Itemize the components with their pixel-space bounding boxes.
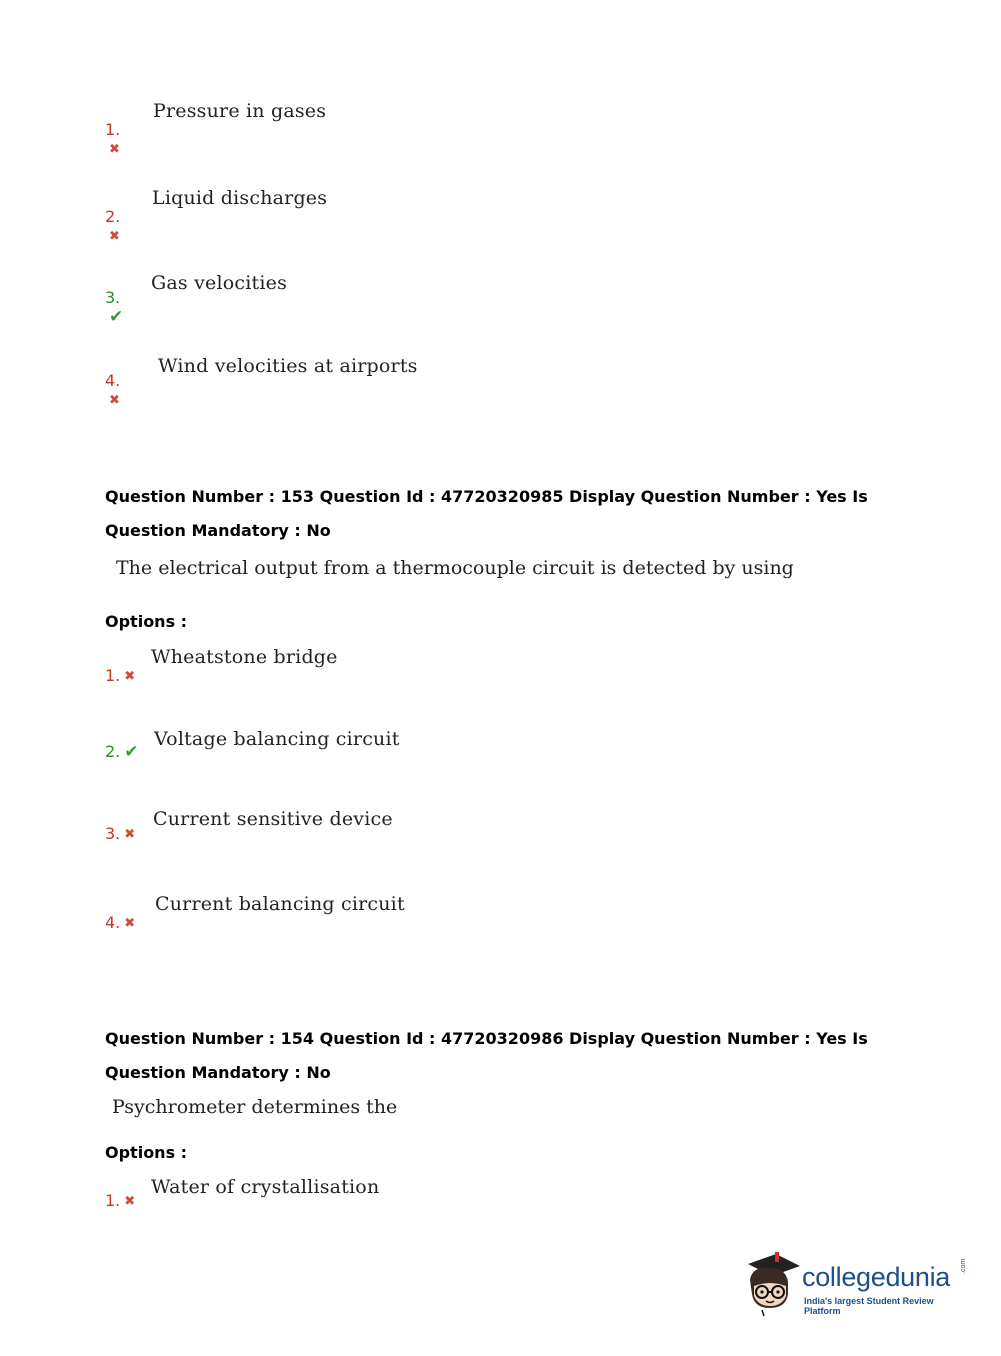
option-number: 1. ✖ [105, 666, 136, 685]
option-text: Current sensitive device [153, 808, 393, 830]
option-text: Gas velocities [151, 272, 288, 294]
option-text: Pressure in gases [153, 100, 327, 122]
cross-icon: ✖ [109, 229, 120, 244]
logo-wordmark: collegedunia [802, 1262, 951, 1292]
option-text: Water of crystallisation [151, 1176, 380, 1198]
options-label-153: Options : [105, 612, 188, 631]
option-number: 3. ✖ [105, 824, 136, 843]
logo-suffix: .com [960, 1258, 967, 1274]
question-text-154: Psychrometer determines the [112, 1096, 398, 1118]
option-text: Liquid discharges [152, 187, 328, 209]
options-label-154: Options : [105, 1143, 188, 1162]
option-number: 2. ✔ [105, 742, 139, 762]
mascot-icon [742, 1250, 802, 1320]
question-header-153: Question Number : 153 Question Id : 47720320985 Display Question Number : Yes Is Question Mandatory : No [105, 487, 868, 540]
cross-icon: ✖ [124, 916, 136, 931]
option-number: 3.✔ [105, 288, 124, 327]
option-text: Voltage balancing circuit [154, 728, 400, 750]
question-header-154: Question Number : 154 Question Id : 47720320986 Display Question Number : Yes Is Question Mandatory : No [105, 1029, 868, 1082]
option-number: 1. ✖ [105, 1191, 136, 1210]
logo-tagline: India's largest Student Review Platform [804, 1296, 934, 1316]
cross-icon: ✖ [124, 669, 136, 684]
option-number: 2.✖ [105, 207, 121, 244]
cross-icon: ✖ [109, 393, 120, 408]
option-text: Wind velocities at airports [158, 355, 418, 377]
cross-icon: ✖ [124, 827, 136, 842]
check-icon: ✔ [109, 307, 124, 327]
cross-icon: ✖ [109, 142, 120, 157]
option-number: 4. ✖ [105, 913, 136, 932]
cross-icon: ✖ [124, 1194, 136, 1209]
check-icon: ✔ [124, 742, 139, 762]
option-text: Wheatstone bridge [151, 646, 338, 668]
option-number: 1.✖ [105, 120, 121, 157]
collegedunia-logo [742, 1250, 972, 1320]
option-text: Current balancing circuit [155, 893, 405, 915]
question-text-153: The electrical output from a thermocouple circuit is detected by using [116, 557, 794, 579]
option-number: 4.✖ [105, 371, 121, 408]
